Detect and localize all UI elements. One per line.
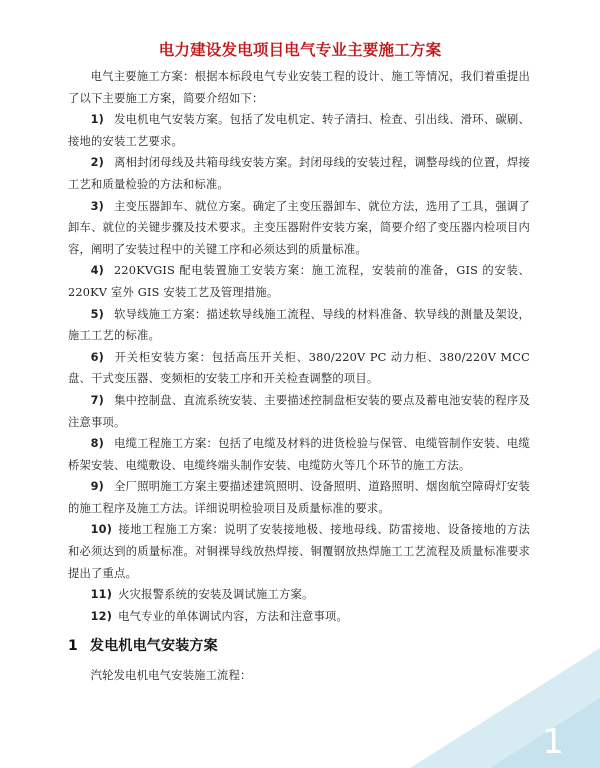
item-number: 7) [90, 393, 105, 407]
list-item [68, 109, 530, 152]
intro-paragraph: 电气主要施工方案：根据本标段电气专业安装工程的设计、施工等情况，我们着重提出了以下主要施工方案，简要介绍如下： [68, 70, 530, 105]
item-text: 离相封闭母线及共箱母线安装方案。封闭母线的安装过程，调整母线的位置，焊接工艺和质量检验的方法和标准。 [68, 156, 530, 191]
list-item [68, 304, 530, 347]
item-number: 2) [90, 156, 105, 170]
item-text: 电气专业的单体调试内容，方法和注意事项。 [118, 609, 349, 623]
list-item [68, 196, 530, 261]
list-item [68, 390, 530, 433]
list-item [68, 606, 530, 628]
item-text: 电缆工程施工方案：包括了电缆及材料的进货检验与保管、电缆管制作安装、电缆桥架安装、电缆敷设、电缆终端头制作安装、电缆防火等几个环节的施工方法。 [68, 437, 530, 472]
section-paragraph: 汽轮发电机电气安装施工流程： [90, 669, 252, 683]
list-item [68, 433, 530, 476]
list-item [68, 476, 530, 519]
section-number: 1 [68, 638, 78, 655]
item-number: 5) [90, 307, 105, 321]
item-number: 8) [90, 437, 105, 451]
list-item [68, 260, 530, 303]
item-text: 软导线施工方案：描述软导线施工流程、导线的材料准备、软导线的测量及架设，施工工艺的标准。 [68, 307, 530, 343]
list-item [68, 152, 530, 195]
item-text: 发电机电气安装方案。包括了发电机定、转子清扫、检查、引出线、滑环、碳刷、接地的安装工艺要求。 [68, 113, 530, 148]
item-text: 接地工程施工方案：说明了安装接地极、接地母线、防雷接地、设备接地的方法和必须达到的质量标准。对铜裸导线放热焊接、铜覆钢放热焊施工工艺流程及质量标准要求提出了重点。 [68, 523, 530, 580]
item-number: 6) [90, 350, 105, 364]
list-item [68, 519, 530, 584]
document-title: 电力建设发电项目电气专业主要施工方案 [158, 41, 442, 59]
item-number: 11) [90, 588, 113, 602]
item-number: 9) [90, 480, 105, 494]
item-number: 12) [90, 609, 113, 623]
item-number: 3) [90, 199, 105, 213]
item-number: 10) [90, 523, 113, 537]
item-text: 开关柜安装方案：包括高压开关柜、380/220V PC 动力柜、380/220V MCC 盘、干式变压器、变频柜的安装工序和开关检查调整的项目。 [68, 350, 530, 386]
document-body [68, 66, 530, 687]
list-item [68, 584, 530, 606]
item-number: 4) [90, 264, 105, 278]
item-number: 1) [90, 113, 105, 127]
item-text: 火灾报警系统的安装及调试施工方案。 [118, 588, 314, 602]
page-number: 1 [542, 722, 564, 762]
item-text: 主变压器卸车、就位方案。确定了主变压器卸车、就位方法，选用了工具，强调了卸车、就位的关键步骤及技术要求。主变压器附件安装方案，简要介绍了变压器内检项目内容，阐明了安装过程中的关键工序和必须达到的质量标准。 [68, 199, 530, 256]
item-text: 全厂照明施工方案主要描述建筑照明、设备照明、道路照明、烟囱航空障碍灯安装的施工程序及施工方法。详细说明检验项目及质量标准的要求。 [68, 480, 530, 515]
item-text: 集中控制盘、直流系统安装、主要描述控制盘柜安装的要点及蓄电池安装的程序及注意事项。 [68, 393, 530, 429]
item-text: 220KVGIS 配电装置施工安装方案：施工流程，安装前的准备，GIS 的安装、220KV 室外 GIS 安装工艺及管理措施。 [68, 264, 530, 299]
section-title: 发电机电气安装方案 [90, 638, 218, 655]
list-item [68, 347, 530, 390]
